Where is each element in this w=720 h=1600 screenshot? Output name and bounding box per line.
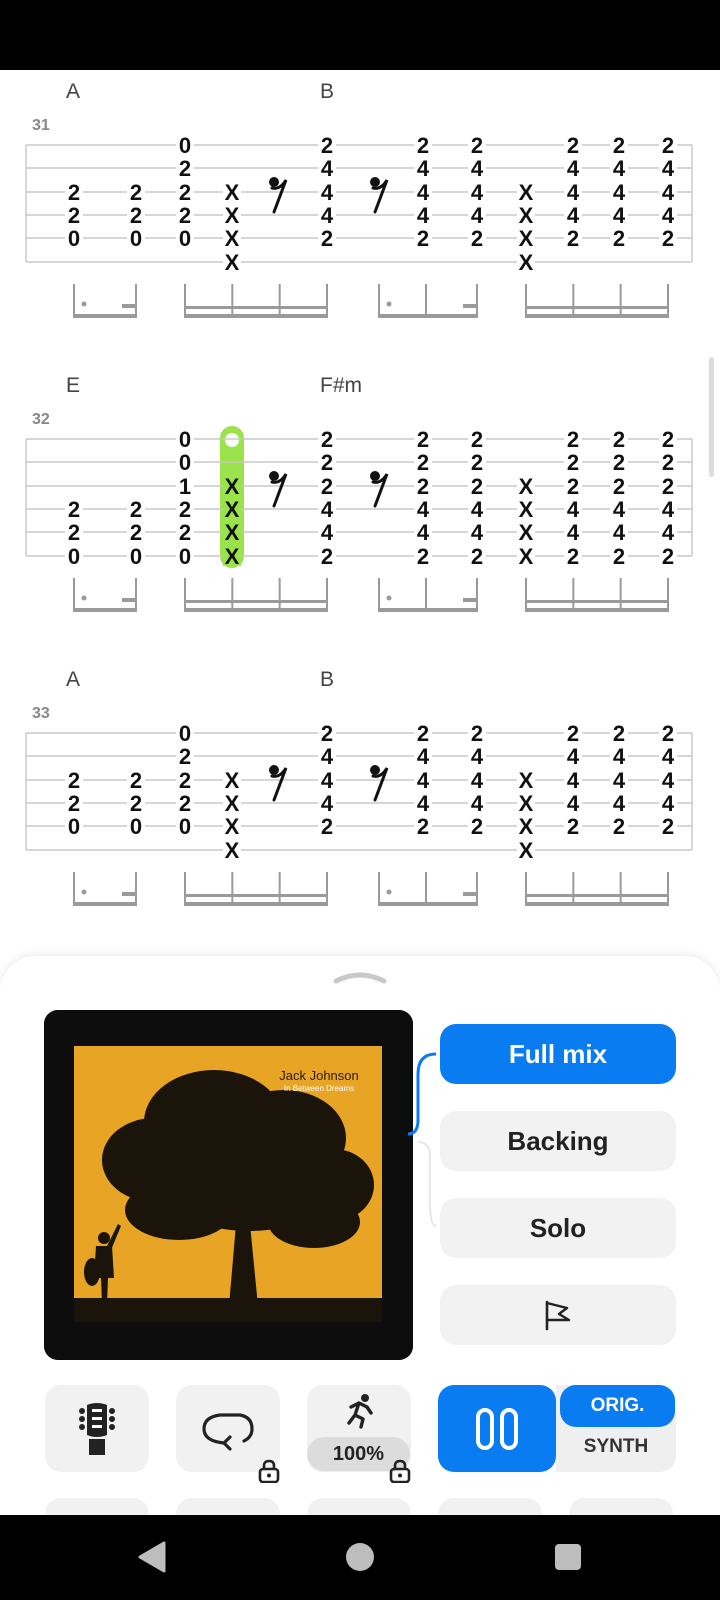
fret-number[interactable]: 2: [661, 427, 675, 452]
album-title: In Between Dreams: [283, 1084, 355, 1093]
fret-number[interactable]: 2: [661, 133, 675, 158]
fret-number[interactable]: 4: [661, 744, 675, 769]
fret-number[interactable]: 4: [416, 180, 430, 205]
fret-number[interactable]: 2: [320, 721, 334, 746]
fret-number[interactable]: 2: [129, 768, 143, 793]
fret-number[interactable]: 2: [612, 226, 626, 251]
fret-number[interactable]: 0: [129, 226, 143, 251]
eighth-rest: [370, 765, 387, 800]
fret-number[interactable]: X: [224, 474, 240, 499]
fret-number[interactable]: 2: [661, 450, 675, 475]
fret-number[interactable]: 4: [612, 180, 626, 205]
fret-number[interactable]: 2: [178, 520, 192, 545]
status-bar: [0, 0, 720, 70]
fret-number[interactable]: 2: [129, 791, 143, 816]
fret-number[interactable]: 0: [178, 427, 192, 452]
fret-number[interactable]: 4: [612, 744, 626, 769]
fret-number[interactable]: 4: [320, 744, 334, 769]
fret-number[interactable]: 2: [178, 156, 192, 181]
fret-number[interactable]: 4: [566, 203, 580, 228]
fret-number[interactable]: 0: [67, 814, 81, 839]
fret-number[interactable]: 2: [566, 133, 580, 158]
lock-icon: [258, 1459, 280, 1483]
fret-number[interactable]: X: [518, 520, 534, 545]
rhythm-notation: [74, 872, 668, 906]
chord-label: E: [66, 374, 81, 397]
fret-number[interactable]: 4: [470, 203, 484, 228]
fret-number[interactable]: 2: [320, 474, 334, 499]
fret-number[interactable]: 4: [470, 156, 484, 181]
fret-number[interactable]: 2: [178, 497, 192, 522]
fret-number[interactable]: 2: [661, 814, 675, 839]
eighth-rest: [370, 177, 387, 212]
fret-number[interactable]: 4: [566, 520, 580, 545]
tuner-button[interactable]: [45, 1385, 149, 1472]
fret-number[interactable]: 2: [612, 133, 626, 158]
chord-label: A: [66, 668, 81, 691]
fret-number[interactable]: 4: [661, 180, 675, 205]
fret-number[interactable]: X: [224, 520, 240, 545]
fret-number[interactable]: 4: [320, 156, 334, 181]
album-cover-image: [44, 1010, 413, 1360]
fret-number[interactable]: 4: [416, 744, 430, 769]
fret-number[interactable]: X: [224, 180, 240, 205]
fret-number[interactable]: 4: [416, 203, 430, 228]
fret-number[interactable]: 4: [612, 497, 626, 522]
measure-number: 31: [32, 117, 50, 134]
fret-number[interactable]: X: [224, 544, 240, 569]
fret-number[interactable]: 2: [320, 133, 334, 158]
recents-button[interactable]: [546, 1535, 590, 1579]
fret-number[interactable]: X: [224, 791, 240, 816]
fret-number[interactable]: 4: [661, 203, 675, 228]
fret-number[interactable]: 4: [470, 744, 484, 769]
fret-number[interactable]: 2: [416, 814, 430, 839]
play-pause-button[interactable]: [438, 1385, 556, 1472]
fret-number[interactable]: 2: [320, 450, 334, 475]
fret-number[interactable]: X: [518, 814, 534, 839]
measure-number: 32: [32, 411, 50, 428]
fret-number[interactable]: 2: [67, 791, 81, 816]
guitar-headstock-icon: [79, 1401, 115, 1457]
pause-icon: [474, 1406, 520, 1452]
fret-number[interactable]: 4: [566, 156, 580, 181]
back-button[interactable]: [130, 1535, 174, 1579]
fret-number[interactable]: 2: [416, 721, 430, 746]
fret-number[interactable]: 4: [416, 156, 430, 181]
fret-number[interactable]: X: [518, 838, 534, 863]
fret-number[interactable]: 2: [320, 226, 334, 251]
fret-number[interactable]: 4: [661, 156, 675, 181]
fret-number[interactable]: 4: [416, 768, 430, 793]
fret-number[interactable]: 4: [566, 768, 580, 793]
fret-number[interactable]: 2: [129, 520, 143, 545]
eighth-rest: [269, 177, 286, 212]
running-person-icon: [341, 1393, 377, 1429]
fret-number[interactable]: 2: [320, 814, 334, 839]
fret-number[interactable]: X: [224, 203, 240, 228]
fret-number[interactable]: X: [518, 474, 534, 499]
fret-number[interactable]: 2: [612, 427, 626, 452]
fret-number[interactable]: X: [518, 203, 534, 228]
fret-number[interactable]: 2: [470, 427, 484, 452]
chord-label: A: [66, 80, 81, 103]
fret-number[interactable]: 2: [178, 180, 192, 205]
fret-number[interactable]: 4: [566, 180, 580, 205]
fret-number[interactable]: 2: [661, 226, 675, 251]
fret-number[interactable]: 0: [178, 226, 192, 251]
fret-number[interactable]: 2: [129, 203, 143, 228]
fret-number[interactable]: 2: [566, 814, 580, 839]
eighth-rest: [370, 471, 387, 506]
fret-number[interactable]: 4: [416, 791, 430, 816]
chord-label: B: [320, 80, 335, 103]
fret-number[interactable]: 0: [178, 544, 192, 569]
fret-number[interactable]: 1: [178, 474, 192, 499]
fret-number[interactable]: X: [518, 180, 534, 205]
fret-number[interactable]: 2: [566, 427, 580, 452]
fret-number[interactable]: 4: [566, 791, 580, 816]
rhythm-notation: [74, 578, 668, 612]
home-circle-icon: [338, 1535, 382, 1579]
fret-number[interactable]: 2: [470, 226, 484, 251]
fret-number[interactable]: 0: [178, 721, 192, 746]
fret-number[interactable]: 4: [661, 520, 675, 545]
album-artist: Jack Johnson: [279, 1068, 359, 1083]
fret-number[interactable]: 4: [416, 520, 430, 545]
fret-number[interactable]: 2: [661, 544, 675, 569]
fret-number[interactable]: 2: [178, 768, 192, 793]
fret-number[interactable]: X: [224, 814, 240, 839]
navigation-bar: [0, 1515, 720, 1600]
fret-number[interactable]: 2: [661, 721, 675, 746]
album-art: [44, 1010, 413, 1360]
fret-number[interactable]: 0: [129, 814, 143, 839]
tab-system-measure-31[interactable]: [0, 70, 720, 350]
fret-number[interactable]: 4: [612, 791, 626, 816]
fret-number[interactable]: 2: [67, 497, 81, 522]
chord-label: B: [320, 668, 335, 691]
fret-number[interactable]: 2: [566, 474, 580, 499]
fret-number[interactable]: X: [224, 768, 240, 793]
recents-square-icon: [546, 1535, 590, 1579]
fret-number[interactable]: X: [518, 544, 534, 569]
fret-number[interactable]: 2: [470, 721, 484, 746]
backing-button[interactable]: Backing: [440, 1111, 676, 1171]
eighth-rest: [269, 471, 286, 506]
fret-number[interactable]: 4: [320, 791, 334, 816]
fret-number[interactable]: X: [224, 838, 240, 863]
playhead-marker: [225, 433, 239, 447]
fret-number[interactable]: 0: [178, 133, 192, 158]
fret-number[interactable]: X: [518, 250, 534, 275]
solo-button[interactable]: Solo: [440, 1198, 676, 1258]
rhythm-notation: [74, 284, 668, 318]
fret-number[interactable]: 4: [320, 180, 334, 205]
fret-number[interactable]: 2: [566, 544, 580, 569]
fret-number[interactable]: 2: [67, 203, 81, 228]
home-button[interactable]: [338, 1535, 382, 1579]
fret-number[interactable]: 0: [129, 544, 143, 569]
fret-number[interactable]: 2: [566, 450, 580, 475]
fret-number[interactable]: 2: [416, 450, 430, 475]
fret-number[interactable]: 4: [416, 497, 430, 522]
fret-number[interactable]: 2: [320, 544, 334, 569]
fret-number[interactable]: 4: [470, 180, 484, 205]
fret-number[interactable]: 2: [129, 497, 143, 522]
back-triangle-icon: [130, 1535, 174, 1579]
fret-number[interactable]: 0: [67, 544, 81, 569]
fret-number[interactable]: 2: [416, 133, 430, 158]
fret-number[interactable]: 4: [470, 768, 484, 793]
fret-number[interactable]: 2: [67, 180, 81, 205]
fret-number[interactable]: 2: [470, 544, 484, 569]
scrollbar-thumb[interactable]: [709, 357, 714, 477]
panel-drag-handle[interactable]: [332, 970, 388, 984]
fret-number[interactable]: X: [518, 226, 534, 251]
full-mix-button[interactable]: Full mix: [440, 1024, 676, 1084]
speed-value: 100%: [307, 1437, 410, 1471]
fret-number[interactable]: 4: [320, 768, 334, 793]
orig-sound-option[interactable]: ORIG.: [560, 1385, 675, 1427]
tab-system-measure-33[interactable]: [0, 658, 720, 938]
fret-number[interactable]: 4: [320, 520, 334, 545]
flag-icon: [541, 1298, 575, 1332]
fret-number[interactable]: 4: [566, 744, 580, 769]
fret-number[interactable]: 4: [612, 520, 626, 545]
fret-number[interactable]: 0: [67, 226, 81, 251]
lock-icon: [389, 1459, 411, 1483]
fret-number[interactable]: 2: [566, 226, 580, 251]
fret-number[interactable]: 2: [416, 544, 430, 569]
fret-number[interactable]: 4: [566, 497, 580, 522]
fret-number[interactable]: 4: [470, 791, 484, 816]
fret-number[interactable]: 2: [178, 203, 192, 228]
flag-button[interactable]: [440, 1285, 676, 1345]
fret-number[interactable]: 2: [612, 474, 626, 499]
fret-number[interactable]: 4: [612, 203, 626, 228]
fret-number[interactable]: 2: [129, 180, 143, 205]
fret-number[interactable]: X: [518, 497, 534, 522]
fret-number[interactable]: 2: [320, 427, 334, 452]
fret-number[interactable]: X: [518, 768, 534, 793]
chord-label: F#m: [320, 374, 362, 397]
fret-number[interactable]: 4: [470, 497, 484, 522]
fret-number[interactable]: 2: [612, 544, 626, 569]
fret-number[interactable]: 4: [661, 497, 675, 522]
fret-number[interactable]: X: [224, 250, 240, 275]
tablature-view[interactable]: [0, 70, 720, 950]
fret-number[interactable]: 4: [470, 520, 484, 545]
fret-number[interactable]: 2: [416, 226, 430, 251]
eighth-rest: [269, 765, 286, 800]
fret-number[interactable]: 2: [178, 744, 192, 769]
fret-number[interactable]: 2: [67, 768, 81, 793]
measure-number: 33: [32, 705, 50, 722]
fret-number[interactable]: 4: [661, 791, 675, 816]
fret-number[interactable]: 2: [470, 474, 484, 499]
fret-number[interactable]: 4: [661, 768, 675, 793]
fret-number[interactable]: 2: [612, 450, 626, 475]
fret-number[interactable]: 2: [661, 474, 675, 499]
fret-number[interactable]: X: [224, 497, 240, 522]
fret-number[interactable]: 2: [566, 721, 580, 746]
fret-number[interactable]: 2: [612, 721, 626, 746]
fret-number[interactable]: 2: [416, 427, 430, 452]
fret-number[interactable]: 2: [416, 474, 430, 499]
fret-number[interactable]: X: [224, 226, 240, 251]
fret-number[interactable]: 2: [470, 133, 484, 158]
fret-number[interactable]: X: [518, 791, 534, 816]
fret-number[interactable]: 2: [612, 814, 626, 839]
synth-sound-option[interactable]: SYNTH: [583, 1436, 649, 1457]
fret-number[interactable]: 2: [470, 814, 484, 839]
fret-number[interactable]: 4: [320, 497, 334, 522]
loop-icon: [200, 1407, 256, 1451]
tab-system-measure-32[interactable]: [0, 364, 720, 644]
fret-number[interactable]: 4: [612, 768, 626, 793]
fret-number[interactable]: 2: [470, 450, 484, 475]
fret-number[interactable]: 2: [67, 520, 81, 545]
fret-number[interactable]: 2: [178, 791, 192, 816]
fret-number[interactable]: 0: [178, 814, 192, 839]
fret-number[interactable]: 4: [320, 203, 334, 228]
fret-number[interactable]: 4: [612, 156, 626, 181]
fret-number[interactable]: 0: [178, 450, 192, 475]
